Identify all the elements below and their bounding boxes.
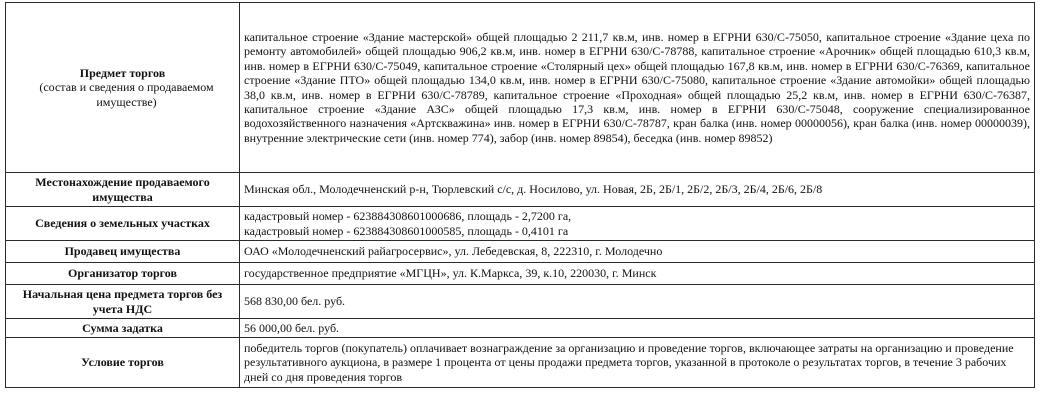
row-seller: [6, 241, 1035, 263]
deposit-label: Сумма задатка: [6, 319, 240, 338]
row-conditions: [6, 338, 1035, 388]
seller-value: ОАО «Молодечненский райагросервис», ул. Лебедевская, 8, 222310, г. Молодечно: [240, 241, 1035, 263]
conditions-value: победитель торгов (покупатель) оплачивает вознаграждение за организацию и проведение торгов, включающее затраты на организацию и проведение результативного аукциона, в размере 1 процента от цены продажи предмета торгов, указанной в протоколе о результатах торгов, в течение 3 рабочих дней со дня проведения торгов: [240, 338, 1035, 388]
land-plots-label: Сведения о земельных участках: [6, 207, 240, 241]
location-value: Минская обл., Молодечненский р-н, Тюрлевский с/с, д. Носилово, ул. Новая, 2Б, 2Б/1, 2Б/2, 2Б/3, 2Б/4, 2Б/6, 2Б/8: [240, 173, 1035, 207]
location-label: Местонахождение продаваемого имущества: [6, 173, 240, 207]
land-plot-line-2: кадастровый номер - 623884308601000585, площадь - 0,4101 га: [244, 223, 569, 238]
row-land-plots: [6, 207, 1035, 241]
start-price-value: 568 830,00 бел. руб.: [240, 285, 1035, 319]
subject-label: Предмет торгов: [79, 65, 166, 80]
deposit-value: 56 000,00 бел. руб.: [240, 319, 1035, 338]
subject-value: капитальное строение «Здание мастерской» общей площадью 2 211,7 кв.м, инв. номер в ЕГРНИ 630/С-75050, капитальное строение «Здание цеха по ремонту автомобилей» общей площадью 906,2 кв.м, инв. номер в ЕГРНИ 630/С-78788, капитальное строение «Арочник» общей площадью 610,3 кв.м, инв. номер в ЕГРНИ 630/С-75049, капитальное строение «Столярный цех» общей площадью 167,8 кв.м, инв. номер в ЕГРНИ 630/С-76369, капитальное строение «Здание ПТО» общей площадью 134,0 кв.м, инв. номер в ЕГРНИ 630/С-75080, капитальное строение «Здание автомойки» общей площадью 38,0 кв.м, инв. номер в ЕГРНИ 630/С-78789, капитальное строение «Проходная» общей площадью 25,2 кв.м, инв. номер в ЕГРНИ 630/С-76387, капитальное строение «Здание АЗС» общей площадью 17,3 кв.м, инв. номер в ЕГРНИ 630/С-75048, сооружение специализированное водохозяйственного назначения «Артскважина» инв. номер в ЕГРНИ 630/С-78787, кран балка (инв. номер 00000056), кран балка (инв. номер 00000039), внутренние электрические сети (инв. номер 774), забор (инв. номер 89854), беседка (инв. номер 89852): [240, 3, 1035, 173]
conditions-label: Условие торгов: [6, 338, 240, 388]
land-plot-line-1: кадастровый номер - 623884308601000686, площадь - 2,7200 га,: [244, 209, 572, 224]
auction-details-table: [5, 2, 1035, 388]
subject-label-cell: [6, 3, 240, 173]
row-subject: [6, 3, 1035, 173]
subject-sublabel: (состав и сведения о продаваемом имуществе): [39, 80, 214, 109]
start-price-label: Начальная цена предмета торгов без учета НДС: [6, 285, 240, 319]
row-location: [6, 173, 1035, 207]
row-organizer: [6, 263, 1035, 285]
organizer-label: Организатор торгов: [6, 263, 240, 285]
seller-label: Продавец имущества: [6, 241, 240, 263]
row-start-price: [6, 285, 1035, 319]
row-deposit: [6, 319, 1035, 338]
organizer-value: государственное предприятие «МГЦН», ул. К.Маркса, 39, к.10, 220030, г. Минск: [240, 263, 1035, 285]
land-plots-value: [240, 207, 1035, 241]
